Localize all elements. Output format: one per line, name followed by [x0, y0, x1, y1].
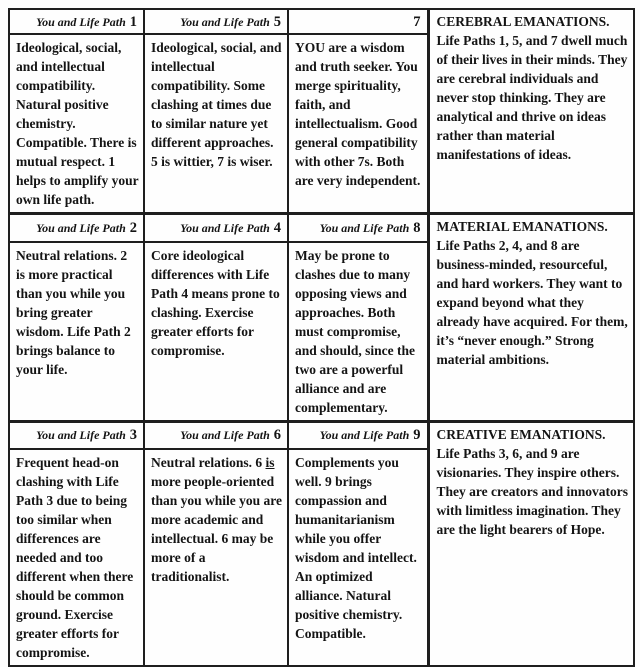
- life-path-header-label: You and Life Path: [36, 220, 126, 235]
- cerebral-emanations-cell: [428, 9, 634, 214]
- cell-life-path-9-body: Complements you well. 9 brings compassion and humanitarianism while you offer wisdom and intellect. An optimized alliance. Natural positive chemistry. Compatible.: [288, 449, 428, 666]
- header-life-path-3: [9, 421, 144, 449]
- header-life-path-5: [144, 9, 288, 34]
- cell-life-path-3-body: Frequent head-on clashing with Life Path 3 due to being too similar when differences are needed and too different when there should be common ground. Exercise greater efforts for compromise.: [9, 449, 144, 666]
- life-path-header-number: 6: [273, 427, 281, 444]
- emanation-title: MATERIAL EMANATIONS.: [436, 219, 608, 234]
- life-path-header-number: 7: [413, 13, 421, 30]
- cell-life-path-6-body: [144, 449, 288, 666]
- life-path-header-number: 2: [129, 219, 137, 236]
- cell-life-path-6-text-pre: Neutral relations. 6: [151, 455, 266, 470]
- life-path-header-label: You and Life Path: [180, 220, 270, 235]
- life-path-header-label: You and Life Path: [36, 14, 126, 29]
- cell-life-path-7-body: YOU are a wisdom and truth seeker. You merge spirituality, faith, and intellectualism. Good general compatibility with other 7s. Both are very independent.: [288, 34, 428, 214]
- emanation-text: Life Paths 2, 4, and 8 are business-minded, resourceful, and hard workers. They want to expand beyond what they already have acquired. For them, it’s “never enough.” Strong material ambitions.: [436, 238, 628, 367]
- life-path-header-number: 1: [129, 13, 137, 30]
- cell-life-path-6-underlined-word: is: [265, 455, 275, 470]
- emanation-text: Life Paths 1, 5, and 7 dwell much of their lives in their minds. They are cerebral individuals and never stop thinking. They are analytical and thrive on ideas rather than material manifestations of ideas.: [436, 33, 628, 162]
- cell-life-path-2-body: Neutral relations. 2 is more practical than you while you bring greater wisdom. Life Path 2 brings balance to your life.: [9, 242, 144, 422]
- cell-life-path-1-body: Ideological, social, and intellectual compatibility. Natural positive chemistry. Compatible. There is mutual respect. 1 helps to amplify your own life path.: [9, 34, 144, 214]
- emanation-title: CREATIVE EMANATIONS.: [436, 426, 606, 442]
- cell-life-path-4-body: Core ideological differences with Life Path 4 means prone to clashing. Exercise greater efforts for compromise.: [144, 242, 288, 422]
- header-life-path-6: [144, 421, 288, 449]
- life-path-header-number: 5: [273, 13, 281, 30]
- cell-life-path-8-body: May be prone to clashes due to many opposing views and approaches. Both must compromise, and should, since the two are a powerful alliance and are complementary.: [288, 242, 428, 422]
- header-life-path-7: [288, 9, 428, 34]
- header-life-path-9: [288, 421, 428, 449]
- life-path-header-label: You and Life Path: [180, 428, 270, 443]
- creative-emanations-cell: [428, 421, 634, 666]
- life-path-header-number: 8: [413, 219, 421, 236]
- life-path-header-number: 9: [413, 427, 421, 444]
- cell-life-path-6-text-post: more people-oriented than you while you are more academic and intellectual. 6 may be more of a traditionalist.: [151, 474, 283, 584]
- header-life-path-4: [144, 214, 288, 242]
- life-path-compatibility-table: [8, 8, 635, 667]
- emanation-text: Life Paths 3, 6, and 9 are visionaries. They inspire others. They are creators and innovators with limitless imagination. They are the light bearers of Hope.: [436, 445, 628, 537]
- life-path-header-label: You and Life Path: [36, 428, 126, 443]
- life-path-header-number: 4: [273, 219, 281, 236]
- cell-life-path-5-body: Ideological, social, and intellectual compatibility. Some clashing at times due to similar nature yet different approaches. 5 is wittier, 7 is wiser.: [144, 34, 288, 214]
- header-life-path-2: [9, 214, 144, 242]
- life-path-header-number: 3: [129, 427, 137, 444]
- header-life-path-1: [9, 9, 144, 34]
- emanation-title: CEREBRAL EMANATIONS.: [436, 14, 610, 29]
- life-path-header-label: You and Life Path: [319, 428, 410, 443]
- material-emanations-cell: [428, 214, 634, 422]
- life-path-header-label: You and Life Path: [319, 220, 410, 235]
- life-path-header-label: You and Life Path: [180, 14, 270, 29]
- header-life-path-8: [288, 214, 428, 242]
